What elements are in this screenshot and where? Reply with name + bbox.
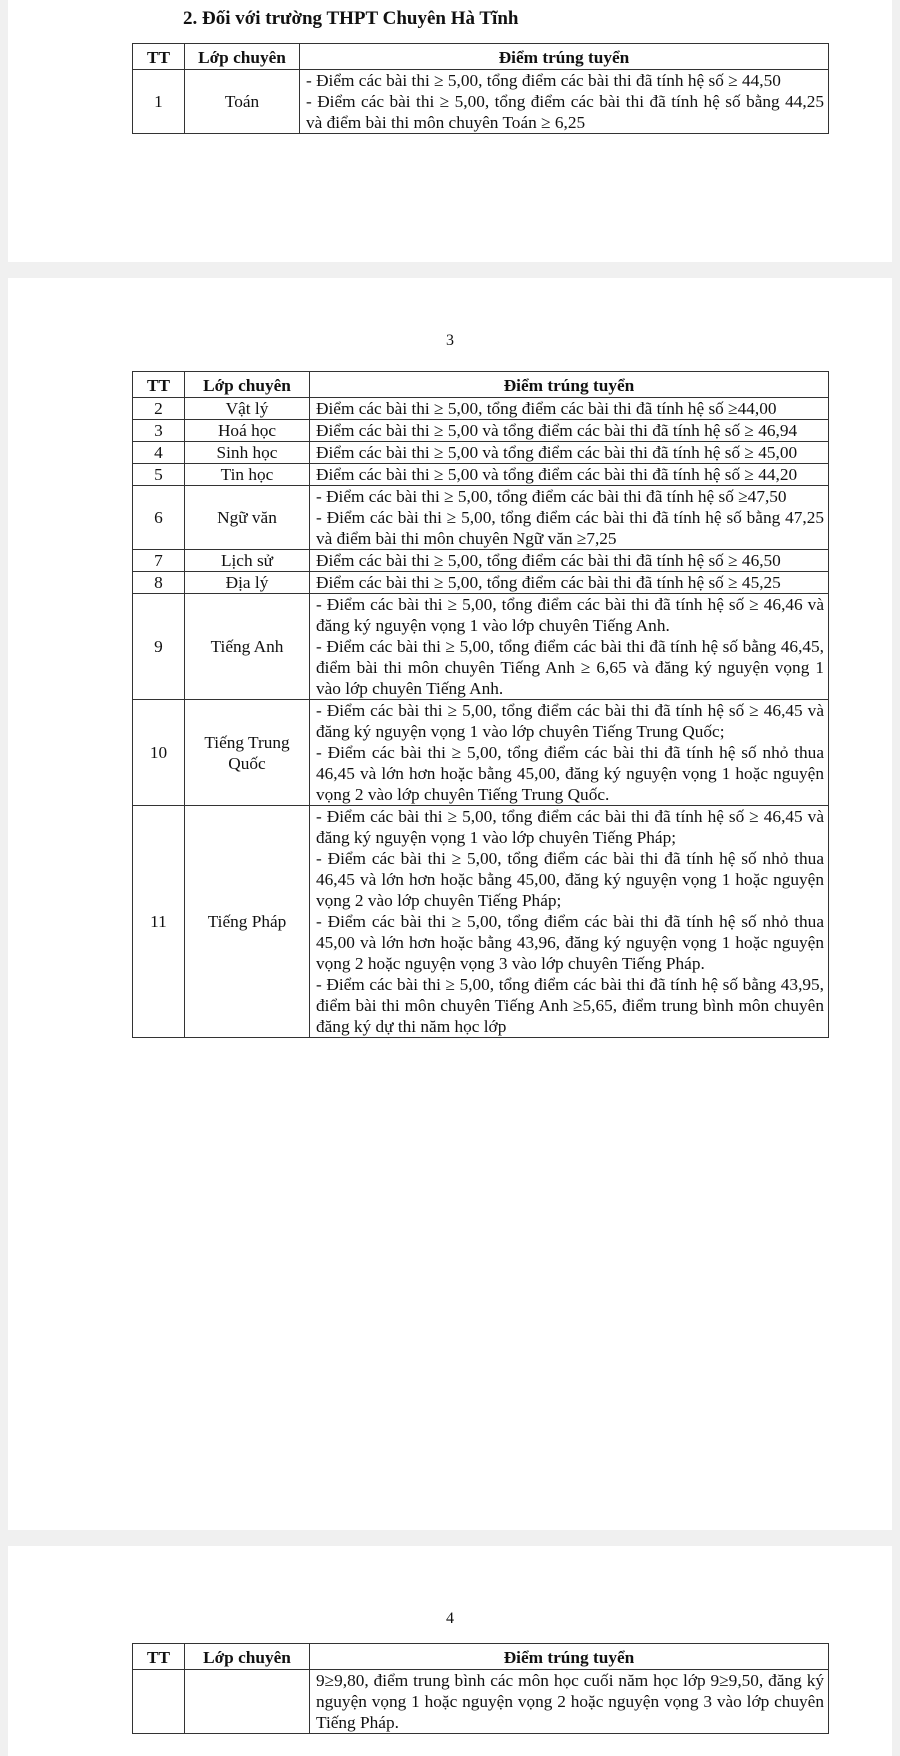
criterion-text: - Điểm các bài thi ≥ 5,00, tổng điểm các bài thi đã tính hệ số nhỏ thua 46,45 và lớn hơn hoặc bằng 45,00, đăng ký nguyện vọng 1 hoặc nguyện vọng 2 vào lớp chuyên Tiếng Trung Quốc. (316, 743, 824, 804)
section-heading: 2. Đối với trường THPT Chuyên Hà Tĩnh (183, 8, 519, 29)
document-page-3 (8, 1546, 892, 1756)
admission-criteria (310, 550, 829, 572)
table-row (133, 420, 829, 442)
header-diem-trung-tuyen: Điểm trúng tuyển (310, 372, 829, 398)
criterion-text: Điểm các bài thi ≥ 5,00, tổng điểm các bài thi đã tính hệ số ≥ 45,25 (316, 573, 781, 592)
table-row (133, 700, 829, 806)
criterion-text: - Điểm các bài thi ≥ 5,00, tổng điểm các bài thi đã tính hệ số ≥47,50 (316, 487, 787, 506)
criterion-text: - Điểm các bài thi ≥ 5,00, tổng điểm các bài thi đã tính hệ số ≥ 46,45 và đăng ký nguyện vọng 1 vào lớp chuyên Tiếng Pháp; (316, 807, 824, 847)
document-page-2 (8, 278, 892, 1530)
table-header-row (133, 44, 829, 70)
header-diem-trung-tuyen: Điểm trúng tuyển (310, 1644, 829, 1670)
criterion-text: Điểm các bài thi ≥ 5,00 và tổng điểm các bài thi đã tính hệ số ≥ 46,94 (316, 421, 798, 440)
header-lop-chuyen: Lớp chuyên (185, 44, 300, 70)
table-header-row (133, 372, 829, 398)
row-number: 11 (133, 806, 185, 1038)
class-name: Sinh học (185, 442, 310, 464)
table-row (133, 806, 829, 1038)
table-row (133, 486, 829, 550)
admission-table-3 (132, 1643, 829, 1734)
admission-criteria (300, 70, 829, 134)
document-page-1 (8, 0, 892, 262)
admission-criteria (310, 1670, 829, 1734)
criterion-text: - Điểm các bài thi ≥ 5,00, tổng điểm các bài thi đã tính hệ số nhỏ thua 46,45 và lớn hơn hoặc bằng 45,00, đăng ký nguyện vọng 1 hoặc nguyện vọng 2 vào lớp chuyên Tiếng Pháp; (316, 849, 824, 910)
admission-criteria (310, 398, 829, 420)
admission-table-1 (132, 43, 829, 134)
admission-criteria (310, 464, 829, 486)
header-tt: TT (133, 372, 185, 398)
class-name: Ngữ văn (185, 486, 310, 550)
row-number: 9 (133, 594, 185, 700)
header-lop-chuyen: Lớp chuyên (185, 1644, 310, 1670)
class-name: Toán (185, 70, 300, 134)
row-number: 6 (133, 486, 185, 550)
criterion-text: Điểm các bài thi ≥ 5,00 và tổng điểm các bài thi đã tính hệ số ≥ 44,20 (316, 465, 798, 484)
class-name: Hoá học (185, 420, 310, 442)
class-name: Tiếng Trung Quốc (185, 700, 310, 806)
admission-criteria (310, 700, 829, 806)
table-row (133, 572, 829, 594)
admission-criteria (310, 806, 829, 1038)
row-number (133, 1670, 185, 1734)
criterion-text: - Điểm các bài thi ≥ 5,00, tổng điểm các bài thi đã tính hệ số ≥ 46,46 và đăng ký nguyện vọng 1 vào lớp chuyên Tiếng Anh. (316, 595, 824, 635)
table-body (133, 398, 829, 1038)
header-diem-trung-tuyen: Điểm trúng tuyển (300, 44, 829, 70)
table-header-row (133, 1644, 829, 1670)
row-number: 2 (133, 398, 185, 420)
table-row (133, 70, 829, 134)
table-row (133, 594, 829, 700)
admission-criteria (310, 594, 829, 700)
table-body (133, 1670, 829, 1734)
class-name (185, 1670, 310, 1734)
page-number: 3 (446, 332, 454, 349)
table-row (133, 550, 829, 572)
class-name: Tiếng Pháp (185, 806, 310, 1038)
admission-table-2 (132, 371, 829, 1038)
admission-criteria (310, 442, 829, 464)
admission-criteria (310, 420, 829, 442)
class-name: Tiếng Anh (185, 594, 310, 700)
row-number: 4 (133, 442, 185, 464)
criterion-text: - Điểm các bài thi ≥ 5,00, tổng điểm các bài thi đã tính hệ số ≥ 44,50 (306, 71, 781, 90)
row-number: 10 (133, 700, 185, 806)
admission-criteria (310, 486, 829, 550)
criterion-text: - Điểm các bài thi ≥ 5,00, tổng điểm các bài thi đã tính hệ số bằng 44,25 và điểm bài thi môn chuyên Toán ≥ 6,25 (306, 92, 824, 132)
row-number: 1 (133, 70, 185, 134)
criterion-text: - Điểm các bài thi ≥ 5,00, tổng điểm các bài thi đã tính hệ số bằng 47,25 và điểm bài thi môn chuyên Ngữ văn ≥7,25 (316, 508, 824, 548)
class-name: Địa lý (185, 572, 310, 594)
criterion-text: - Điểm các bài thi ≥ 5,00, tổng điểm các bài thi đã tính hệ số nhỏ thua 45,00 và lớn hơn hoặc bằng 43,96, đăng ký nguyện vọng 1 hoặc nguyện vọng 2 hoặc nguyện vọng 3 vào lớp chuyên Tiếng Pháp. (316, 912, 824, 973)
header-tt: TT (133, 1644, 185, 1670)
criterion-text: 9≥9,80, điểm trung bình các môn học cuối năm học lớp 9≥9,50, đăng ký nguyện vọng 1 hoặc nguyện vọng 2 hoặc nguyện vọng 3 vào lớp chuyên Tiếng Pháp. (316, 1671, 824, 1732)
row-number: 7 (133, 550, 185, 572)
criterion-text: Điểm các bài thi ≥ 5,00 và tổng điểm các bài thi đã tính hệ số ≥ 45,00 (316, 443, 798, 462)
criterion-text: - Điểm các bài thi ≥ 5,00, tổng điểm các bài thi đã tính hệ số ≥ 46,45 và đăng ký nguyện vọng 1 vào lớp chuyên Tiếng Trung Quốc; (316, 701, 824, 741)
row-number: 8 (133, 572, 185, 594)
class-name: Lịch sử (185, 550, 310, 572)
page-number: 4 (446, 1610, 454, 1627)
criterion-text: - Điểm các bài thi ≥ 5,00, tổng điểm các bài thi đã tính hệ số bằng 46,45, điểm bài thi môn chuyên Tiếng Anh ≥ 6,65 và đăng ký nguyện vọng 1 vào lớp chuyên Tiếng Anh. (316, 637, 824, 698)
class-name: Vật lý (185, 398, 310, 420)
criterion-text: - Điểm các bài thi ≥ 5,00, tổng điểm các bài thi đã tính hệ số bằng 43,95, điểm bài thi môn chuyên Tiếng Anh ≥5,65, điểm trung bình môn chuyên đăng ký dự thi năm học lớp (316, 975, 824, 1036)
criterion-text: Điểm các bài thi ≥ 5,00, tổng điểm các bài thi đã tính hệ số ≥44,00 (316, 399, 777, 418)
header-tt: TT (133, 44, 185, 70)
table-row (133, 464, 829, 486)
table-row (133, 398, 829, 420)
class-name: Tin học (185, 464, 310, 486)
row-number: 5 (133, 464, 185, 486)
table-row (133, 1670, 829, 1734)
admission-criteria (310, 572, 829, 594)
row-number: 3 (133, 420, 185, 442)
table-body (133, 70, 829, 134)
criterion-text: Điểm các bài thi ≥ 5,00, tổng điểm các bài thi đã tính hệ số ≥ 46,50 (316, 551, 781, 570)
header-lop-chuyen: Lớp chuyên (185, 372, 310, 398)
table-row (133, 442, 829, 464)
